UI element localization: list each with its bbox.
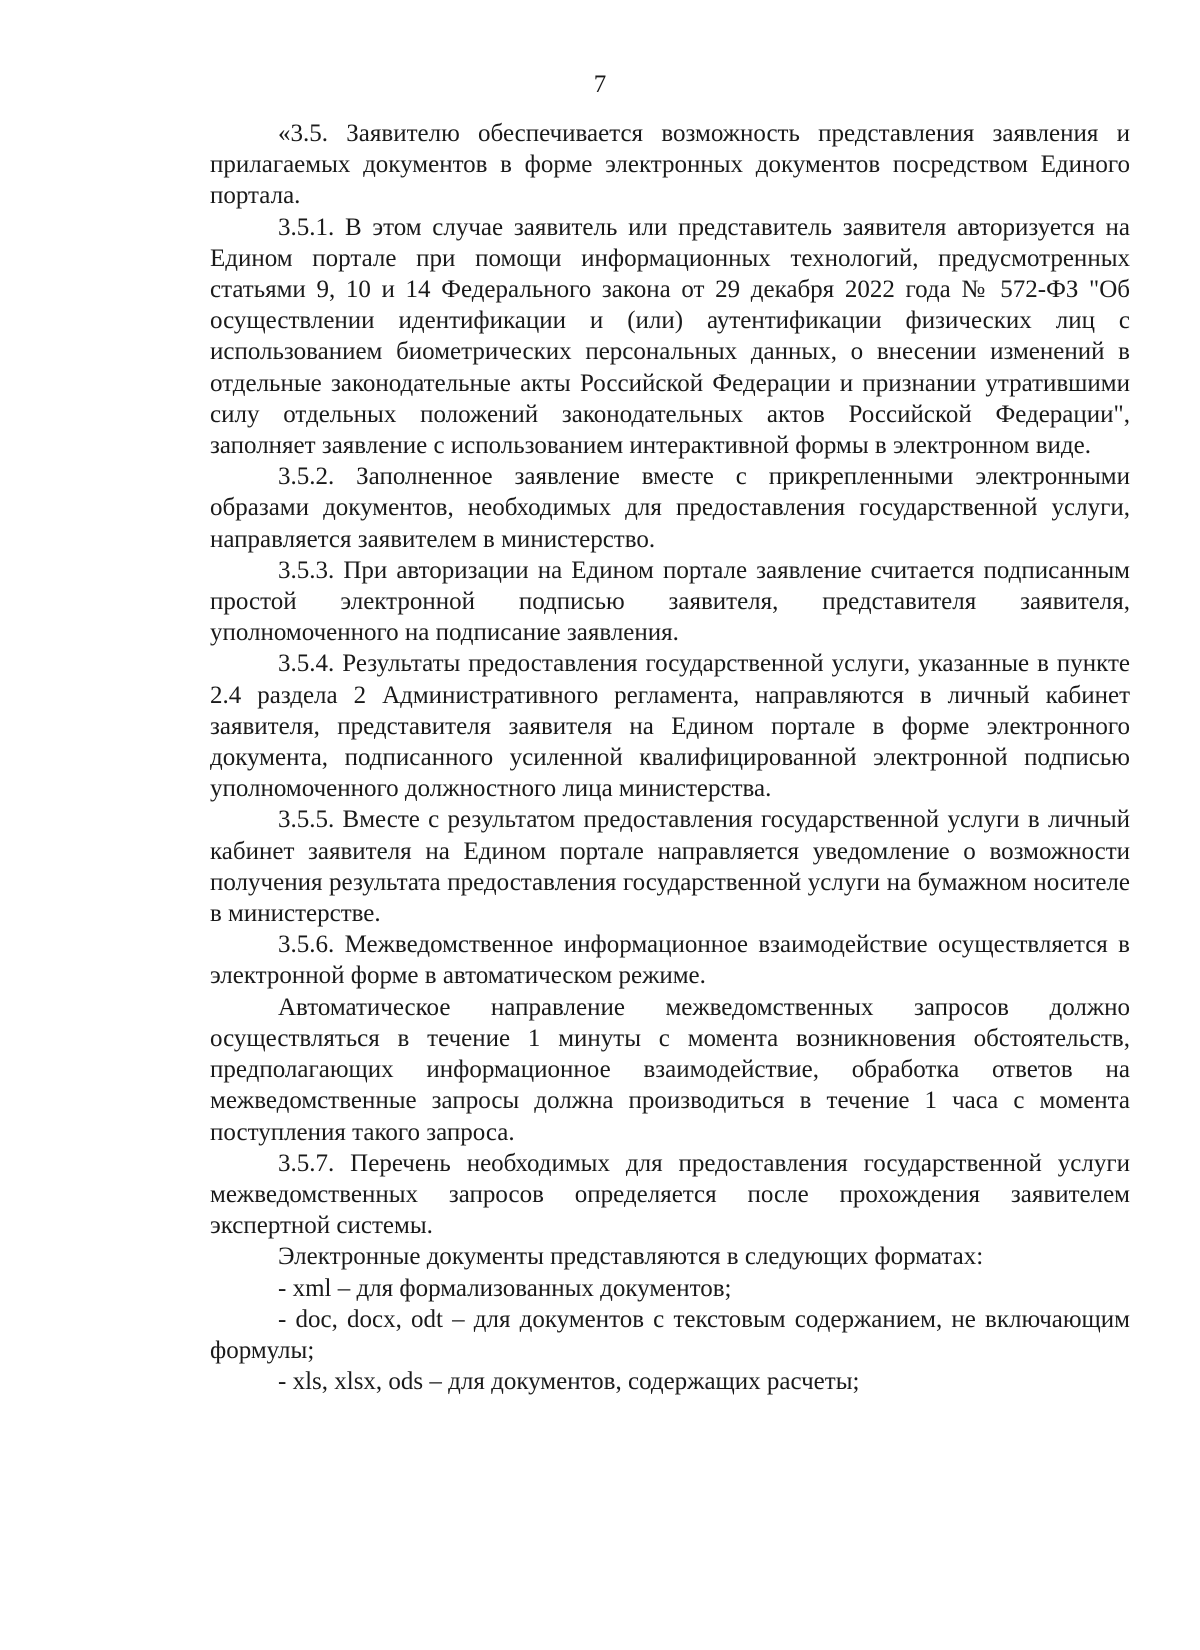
paragraph-3-5-2: 3.5.2. Заполненное заявление вместе с прикрепленными электронными образами документов, необходимых для предоставления государственной услуги, направляется заявителем в министерство. [210,463,1130,553]
paragraph-automatic-requests: Автоматическое направление межведомственных запросов должно осуществляться в течение 1 минуты с момента возникновения обстоятельств, предполагающих информационное взаимодействие, обработка ответов на межведомственные запросы должна производиться в течение 1 часа с момента поступления такого запроса. [210,993,1130,1146]
paragraph-3-5-4: 3.5.4. Результаты предоставления государственной услуги, указанные в пункте 2.4 раздела 2 Административного регламента, направляются в личный кабинет заявителя, представителя заявителя на Едином портале в форме электронного документа, подписанного усиленной квалифицированной электронной подписью уполномоченного должностного лица министерства. [210,650,1130,803]
list-item-xml: - xml – для формализованных документов; [278,1274,732,1302]
paragraph-formats-intro: Электронные документы представляются в следующих форматах: [278,1243,984,1271]
document-body [210,118,1130,1397]
list-item-text-docs: - doc, docx, odt – для документов с текстовым содержанием, не включающим формулы; [210,1305,1130,1364]
paragraph-3-5-5: 3.5.5. Вместе с результатом предоставления государственной услуги в личный кабинет заявителя на Едином портале направляется уведомление о возможности получения результата предоставления государственной услуги на бумажном носителе в министерстве. [210,806,1130,928]
list-item-spreadsheets: - xls, xlsx, ods – для документов, содержащих расчеты; [278,1368,860,1396]
paragraph-3-5-6: 3.5.6. Межведомственное информационное взаимодействие осуществляется в электронной форме в автоматическом режиме. [210,931,1130,990]
paragraph-3-5-7: 3.5.7. Перечень необходимых для предоставления государственной услуги межведомственных запросов определяется после прохождения заявителем экспертной системы. [210,1149,1130,1240]
paragraph-3-5-3: 3.5.3. При авторизации на Едином портале заявление считается подписанным простой электронной подписью заявителя, представителя заявителя, уполномоченного на подписание заявления. [210,556,1130,647]
paragraph-3-5: «3.5. Заявителю обеспечивается возможность представления заявления и прилагаемых документов в форме электронных документов посредством Единого портала. [210,120,1130,210]
paragraph-3-5-1: 3.5.1. В этом случае заявитель или представитель заявителя авторизуется на Едином портале при помощи информационных технологий, предусмотренных статьями 9, 10 и 14 Федерального закона от 29 декабря 2022 года № 572-ФЗ "Об осуществлении идентификации и (или) аутентификации физических лиц с использованием биометрических персональных данных, о внесении изменений в отдельные законодательные акты Российской Федерации и признании утратившими силу отдельных положений законодательных актов Российской Федерации", заполняет заявление с использованием интерактивной формы в электронном виде. [210,213,1130,460]
page-number: 7 [593,71,607,98]
